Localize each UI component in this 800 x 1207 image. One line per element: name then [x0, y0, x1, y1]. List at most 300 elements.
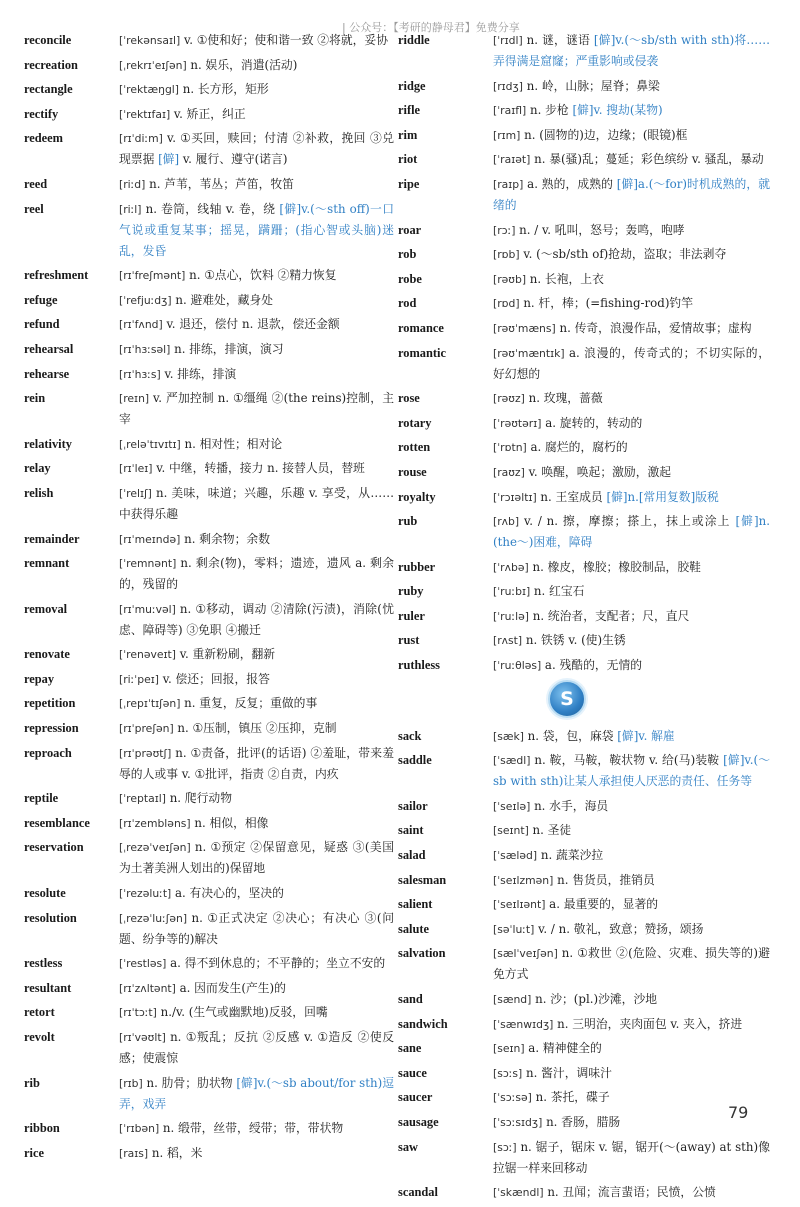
headword: rectify — [24, 106, 59, 121]
headword: sausage — [398, 1114, 439, 1129]
headword: rub — [398, 514, 418, 529]
meaning: v. 唤醒，唤起；激励，激起 — [524, 464, 672, 479]
phonetic: [ˌrezəˈluːʃən] — [119, 911, 188, 925]
definition — [119, 1143, 394, 1164]
definition — [119, 788, 394, 809]
definition — [493, 606, 770, 627]
dictionary-entry — [24, 1143, 394, 1164]
phonetic: [ˈsædl] — [493, 754, 531, 768]
dictionary-entry — [24, 788, 394, 809]
definition — [493, 30, 770, 72]
phonetic: [rɪˈdiːm] — [119, 132, 163, 146]
meaning: n. 长袍，上衣 — [526, 271, 604, 286]
meaning: n. ①压制，镇压 ②压抑，克制 — [173, 721, 337, 736]
phonetic: [ˈsæləd] — [493, 849, 538, 863]
dictionary-entry — [398, 293, 770, 314]
headword: salvation — [398, 946, 446, 961]
meaning: v. (～sb/sth of)抢劫，盗取；非法剥夺 — [519, 247, 727, 262]
phonetic: [rɪˈhɜːs] — [119, 367, 161, 381]
definition — [493, 796, 770, 817]
headword: salute — [398, 921, 429, 936]
phonetic: [ˈrəʊtərɪ] — [493, 416, 542, 430]
meaning: n. 红宝石 — [530, 584, 585, 599]
headword: ruby — [398, 584, 424, 599]
meaning: n. 茶托，碟子 — [531, 1090, 610, 1105]
dictionary-entry — [398, 1087, 770, 1108]
definition — [493, 220, 770, 241]
phonetic: [riːˈpeɪ] — [119, 672, 159, 686]
meaning: n. 剩余物；余数 — [180, 531, 270, 546]
definition — [119, 837, 394, 879]
dictionary-entry — [398, 655, 770, 676]
dictionary-entry — [398, 413, 770, 434]
dictionary-entry — [24, 339, 394, 360]
meaning: n. 鞍，马鞍，鞍状物 v. 给(马)装鞍 — [530, 753, 724, 768]
meaning: v. 严加控制 n. ①缰绳 ②(the reins)控制，主宰 — [119, 391, 394, 427]
headword: rectangle — [24, 82, 73, 97]
meaning: v. ①使和好；使和谐一致 ②将就，妥协 — [180, 33, 389, 47]
headword: rust — [398, 633, 420, 648]
meaning: a. 因而发生(产生)的 — [175, 980, 286, 995]
dictionary-entry — [24, 79, 394, 100]
definition — [119, 644, 394, 665]
page-number: 79 — [728, 1103, 749, 1122]
definition — [493, 388, 770, 409]
headword: sailor — [398, 798, 428, 813]
meaning: v. 退还，偿付 n. 退款，偿还金额 — [162, 317, 340, 332]
dictionary-entry — [398, 76, 770, 97]
meaning: n. (圆物的)边，边缘；(眼镜)框 — [520, 127, 688, 142]
phonetic: [rɪb] — [119, 1076, 143, 1090]
meaning: v. 矫正，纠正 — [170, 106, 246, 121]
definition — [119, 718, 394, 739]
definition — [493, 244, 770, 265]
phonetic: [ˈreptaɪl] — [119, 792, 166, 806]
headword: redeem — [24, 131, 63, 146]
definition — [493, 655, 770, 676]
dictionary-entry — [24, 265, 394, 286]
meaning: n. 卷筒，线轴 v. 卷，绕 — [141, 201, 280, 216]
meaning: n. 铁锈 v. (使)生锈 — [522, 633, 626, 648]
phonetic: [sæk] — [493, 729, 524, 743]
definition — [119, 883, 394, 904]
dictionary-entry — [24, 529, 394, 550]
dictionary-entry — [24, 743, 394, 785]
dictionary-entry — [24, 174, 394, 195]
definition — [493, 845, 770, 866]
headword: rice — [24, 1145, 44, 1160]
phonetic: [rʌb] — [493, 515, 520, 529]
headword: saddle — [398, 753, 432, 768]
dictionary-entry — [24, 718, 394, 739]
headword: sand — [398, 992, 423, 1006]
dictionary-entry — [398, 125, 770, 146]
meaning: n. 酱汁，调味汁 — [522, 1065, 612, 1080]
rare-meaning: [僻]v.(～sb/sth with sth)将……弄得满是窟窿；严重影响或侵袭 — [493, 33, 770, 68]
dictionary-entry — [24, 644, 394, 665]
headword: ribbon — [24, 1121, 60, 1136]
dictionary-entry — [398, 318, 770, 339]
dictionary-entry — [24, 458, 394, 479]
phonetic: [ˈrelɪʃ] — [119, 486, 152, 500]
phonetic: [rəʊˈmæns] — [493, 321, 556, 335]
dictionary-entry — [24, 669, 394, 690]
headword: relativity — [24, 436, 72, 451]
headword: ruler — [398, 608, 425, 623]
phonetic: [sælˈveɪʃən] — [493, 947, 558, 961]
headword: retort — [24, 1005, 55, 1020]
definition — [119, 599, 394, 641]
meaning: a. 熟的，成熟的 — [523, 176, 617, 191]
headword: reed — [24, 176, 48, 191]
definition — [119, 434, 394, 455]
dictionary-entry — [398, 174, 770, 216]
dictionary-entry — [398, 269, 770, 290]
dictionary-entry — [24, 1073, 394, 1115]
headword: relay — [24, 461, 51, 476]
phonetic: [ˈruːbɪ] — [493, 585, 531, 599]
meaning: n. 蔬菜沙拉 — [537, 848, 604, 863]
meaning: n. 沙；(pl.)沙滩，沙地 — [531, 992, 658, 1006]
meaning: v. 中继，转播，接力 n. 接替人员，替班 — [152, 461, 365, 476]
dictionary-entry — [24, 388, 394, 430]
definition — [119, 813, 394, 834]
headword: sandwich — [398, 1016, 448, 1031]
headword: resolute — [24, 886, 66, 901]
definition — [119, 553, 394, 595]
right-s-entries — [398, 726, 770, 1204]
headword: riot — [398, 152, 418, 167]
rare-meaning: [僻]v.(～sb about/for sth)逗弄，戏弄 — [119, 1075, 394, 1111]
headword: ridge — [398, 78, 426, 93]
meaning: a. 最重要的，显著的 — [545, 897, 659, 912]
phonetic: [ˈskændl] — [493, 1186, 544, 1200]
meaning: n. 娱乐，消遣(活动) — [186, 57, 298, 72]
headword: rehearsal — [24, 341, 74, 356]
meaning: n. 避难处，藏身处 — [171, 292, 274, 307]
dictionary-entry — [24, 908, 394, 950]
meaning: n. 岭，山脉；屋脊；鼻梁 — [522, 78, 660, 93]
meaning: n./v. (生气或幽默地)反驳，回嘴 — [156, 1005, 328, 1020]
meaning: n. ①正式决定 ②决心；有决心 ③(问题、纷争等的)解决 — [119, 910, 394, 946]
phonetic: [raʊz] — [493, 465, 525, 479]
definition — [493, 1182, 770, 1203]
phonetic: [rɪˈtɔːt] — [119, 1006, 157, 1020]
definition — [493, 1063, 770, 1084]
phonetic: [ˈsænwɪdʒ] — [493, 1017, 554, 1031]
definition — [493, 919, 770, 940]
dictionary-entry — [24, 813, 394, 834]
headword: salad — [398, 848, 426, 863]
dictionary-entry — [398, 1112, 770, 1133]
meaning: n. 缎带，丝带，绶带；带，带状物 — [159, 1121, 344, 1136]
headword: ripe — [398, 176, 420, 191]
definition — [119, 529, 394, 550]
definition — [493, 149, 770, 170]
headword: reconcile — [24, 33, 72, 47]
phonetic: [ˈrektæŋgl] — [119, 83, 180, 97]
definition — [119, 1002, 394, 1023]
phonetic: [seɪnt] — [493, 824, 529, 838]
definition — [119, 458, 394, 479]
definition — [493, 413, 770, 434]
phonetic: [ˈrefjuːdʒ] — [119, 293, 172, 307]
phonetic: [rɪˈhɜːsəl] — [119, 342, 171, 356]
dictionary-entry — [24, 128, 394, 170]
meaning: n. 王室成员 — [536, 489, 607, 504]
phonetic: [ˈsɔːsɪdʒ] — [493, 1115, 543, 1129]
meaning: a. 残酷的，无情的 — [541, 658, 643, 673]
dictionary-entry — [24, 1002, 394, 1023]
definition — [493, 318, 770, 339]
phonetic: [rɪˈzʌltənt] — [119, 981, 176, 995]
dictionary-entry — [24, 953, 394, 974]
meaning: n. 爬行动物 — [165, 791, 232, 806]
definition — [493, 1137, 770, 1179]
phonetic: [rɪdʒ] — [493, 79, 523, 93]
headword: reel — [24, 201, 44, 216]
headword: refund — [24, 317, 60, 332]
phonetic: [ˈseɪlzmən] — [493, 873, 554, 887]
definition — [119, 79, 394, 100]
phonetic: [ˈrekənsaɪl] — [119, 34, 181, 47]
definition — [119, 199, 394, 262]
phonetic: [ˈseɪlɪənt] — [493, 898, 546, 912]
meaning: n. 橡皮，橡胶；橡胶制品，胶鞋 — [528, 559, 701, 574]
meaning: n. 暴(骚)乱；蔓延；彩色缤纷 v. 骚乱，暴动 — [530, 152, 764, 167]
definition — [119, 174, 394, 195]
phonetic: [sɔːs] — [493, 1066, 523, 1080]
definition — [119, 1118, 394, 1139]
dictionary-entry — [24, 483, 394, 525]
dictionary-entry — [24, 837, 394, 879]
meaning: v. / n. 敬礼，致意；赞扬，颂扬 — [534, 921, 704, 936]
dictionary-entry — [398, 220, 770, 241]
dictionary-entry — [398, 581, 770, 602]
meaning: n. ①责备，批评(的话语) ②羞耻，带来羞辱的人或事 v. ①批评，指责 ②自责，内疚 — [119, 745, 394, 781]
phonetic: [ˈremnənt] — [119, 557, 177, 571]
dictionary-entry — [24, 1118, 394, 1139]
phonetic: [riːd] — [119, 177, 146, 191]
dictionary-entry — [398, 437, 770, 458]
meaning: a. 得不到休息的；不平静的；坐立不安的 — [166, 956, 386, 971]
definition — [493, 76, 770, 97]
headword: riddle — [398, 33, 430, 47]
dictionary-entry — [398, 244, 770, 265]
dictionary-entry — [398, 726, 770, 747]
meaning: n. 玫瑰，蔷薇 — [524, 391, 603, 406]
definition — [493, 125, 770, 146]
meaning: a. 精神健全的 — [524, 1041, 602, 1056]
definition — [119, 128, 394, 170]
headword: removal — [24, 601, 68, 616]
phonetic: [ˌreləˈtɪvɪtɪ] — [119, 437, 181, 451]
definition — [119, 55, 394, 76]
definition — [119, 1073, 394, 1115]
meaning: n. / v. 吼叫，怒号；轰鸣，咆哮 — [515, 222, 685, 237]
phonetic: [rɒb] — [493, 248, 520, 262]
meaning: v. / n. 擦，摩擦；搽上，抹上或涂上 — [519, 514, 736, 529]
definition — [493, 894, 770, 915]
definition — [493, 750, 770, 792]
dictionary-entry — [398, 1038, 770, 1059]
dictionary-entry — [24, 314, 394, 335]
dictionary-entry — [398, 511, 770, 553]
meaning: v. 排练，排演 — [160, 366, 237, 381]
headword: relish — [24, 485, 54, 500]
phonetic: [ˈrɔɪəltɪ] — [493, 490, 537, 504]
right-r-entries — [398, 30, 770, 676]
meaning: n. 传奇，浪漫作品，爱情故事；虚构 — [555, 320, 752, 335]
definition — [119, 1027, 394, 1069]
definition — [493, 1014, 770, 1035]
headword: rob — [398, 247, 417, 262]
phonetic: [rɪˈmuːvəl] — [119, 602, 176, 616]
dictionary-entry — [398, 1014, 770, 1035]
phonetic: [rɪˈfʌnd] — [119, 318, 163, 332]
definition — [119, 104, 394, 125]
dictionary-entry — [398, 557, 770, 578]
headword: remnant — [24, 556, 70, 571]
meaning: a. 浪漫的，传奇式的；不切实际的，好幻想的 — [493, 345, 770, 381]
headword: royalty — [398, 489, 436, 504]
headword: sane — [398, 1041, 422, 1056]
headword: repay — [24, 671, 55, 686]
phonetic: [ˈruːlə] — [493, 609, 529, 623]
definition — [119, 290, 394, 311]
meaning: v. 重新粉刷，翻新 — [176, 647, 276, 662]
phonetic: [ˈraɪfl] — [493, 104, 527, 118]
phonetic: [rʌst] — [493, 634, 523, 648]
meaning-extra: v. 履行、遵守(诺言) — [179, 152, 288, 167]
headword: refreshment — [24, 268, 89, 283]
phonetic: [ˈsɔːsə] — [493, 1091, 532, 1105]
definition — [119, 978, 394, 999]
phonetic: [rəʊb] — [493, 272, 527, 286]
dictionary-entry — [398, 388, 770, 409]
definition — [493, 943, 770, 985]
phonetic: [ˈraɪət] — [493, 153, 531, 167]
headword: rotten — [398, 440, 431, 455]
dictionary-entry — [398, 343, 770, 385]
dictionary-entry — [398, 1137, 770, 1179]
definition — [493, 557, 770, 578]
meaning: n. 统治者，支配者；尺，直尺 — [528, 608, 690, 623]
section-letter-badge: S — [548, 680, 586, 718]
phonetic: [rɪˈpreʃən] — [119, 722, 174, 736]
headword: romance — [398, 320, 444, 335]
headword: restless — [24, 956, 63, 971]
definition — [493, 1038, 770, 1059]
phonetic: [ˈrezəluːt] — [119, 887, 172, 901]
definition — [493, 989, 770, 1010]
meaning: n. ①叛乱；反抗 ②反感 v. ①造反 ②使反感；使震惊 — [119, 1030, 394, 1065]
meaning: n. 丑闻；流言蜚语；民愤，公愤 — [543, 1185, 716, 1200]
rare-meaning: [僻]a.(～for)时机成熟的，就绪的 — [493, 176, 770, 212]
definition — [119, 953, 394, 974]
headword: reproach — [24, 745, 72, 760]
meaning: n. 芦苇，苇丛；芦笛，牧笛 — [145, 176, 294, 191]
headword: resolution — [24, 910, 77, 925]
dictionary-entry — [398, 30, 770, 72]
headword: rose — [398, 391, 420, 406]
dictionary-entry — [398, 750, 770, 792]
headword: renovate — [24, 647, 70, 662]
headword: rouse — [398, 464, 427, 479]
meaning: n. 美味，味道；兴趣，乐趣 v. 享受，从……中获得乐趣 — [119, 485, 394, 521]
definition — [493, 820, 770, 841]
dictionary-entry — [398, 149, 770, 170]
definition — [493, 581, 770, 602]
dictionary-entry — [24, 55, 394, 76]
meaning: n. 水手，海员 — [530, 798, 609, 813]
headword: salesman — [398, 872, 447, 887]
dictionary-entry — [24, 553, 394, 595]
meaning: n. 排练，排演，演习 — [170, 341, 284, 356]
meaning: n. 香肠，腊肠 — [542, 1114, 621, 1129]
headword: repression — [24, 721, 79, 736]
headword: rotary — [398, 415, 432, 430]
definition — [119, 339, 394, 360]
definition — [493, 437, 770, 458]
meaning: n. 圣徒 — [528, 823, 572, 838]
phonetic: [rɔː] — [493, 223, 516, 237]
phonetic: [rɪˈprəʊtʃ] — [119, 746, 172, 760]
definition — [119, 265, 394, 286]
dictionary-entry — [398, 870, 770, 891]
dictionary-entry — [24, 364, 394, 385]
headword: recreation — [24, 57, 78, 72]
definition — [119, 30, 394, 51]
headword: repetition — [24, 696, 76, 711]
headword: saint — [398, 823, 424, 838]
meaning: n. 谜，谜语 — [522, 33, 594, 47]
dictionary-entry — [24, 434, 394, 455]
dictionary-entry — [398, 796, 770, 817]
headword: rifle — [398, 103, 421, 118]
meaning: n. 步枪 — [526, 103, 573, 118]
meaning: n. 相似，相像 — [190, 815, 269, 830]
dictionary-entry — [398, 919, 770, 940]
headword: rubber — [398, 559, 436, 574]
headword: refuge — [24, 292, 58, 307]
phonetic: [rəʊz] — [493, 392, 525, 406]
meaning: a. 腐烂的，腐朽的 — [526, 440, 628, 455]
phonetic: [ˌrepɪˈtɪʃən] — [119, 697, 181, 711]
dictionary-entry — [398, 845, 770, 866]
phonetic: [rəʊˈmæntɪk] — [493, 346, 565, 360]
definition — [493, 630, 770, 651]
dictionary-entry — [398, 1182, 770, 1203]
definition — [119, 743, 394, 785]
meaning: n. ①移动，调动 ②清除(污渍)，消除(忧虑、障碍等) ③免职 ④搬迁 — [119, 601, 394, 637]
definition — [493, 487, 770, 508]
headword: sack — [398, 728, 422, 743]
meaning: a. 旋转的，转动的 — [541, 415, 643, 430]
left-column — [24, 30, 394, 1167]
headword: saw — [398, 1139, 418, 1154]
headword: scandal — [398, 1185, 438, 1200]
phonetic: [sɔː] — [493, 1140, 517, 1154]
phonetic: [ˈrektɪfaɪ] — [119, 107, 171, 121]
phonetic: [rɪˈmeɪndə] — [119, 532, 181, 546]
phonetic: [ˈrenəveɪt] — [119, 648, 176, 662]
dictionary-entry — [398, 989, 770, 1010]
rare-meaning: [僻]v.(～sb with sth)让某人承担使人厌恶的责任、任务等 — [493, 753, 770, 789]
right-column — [398, 30, 770, 1207]
phonetic: [ˈruːθləs] — [493, 659, 542, 673]
headword: sauce — [398, 1065, 427, 1080]
